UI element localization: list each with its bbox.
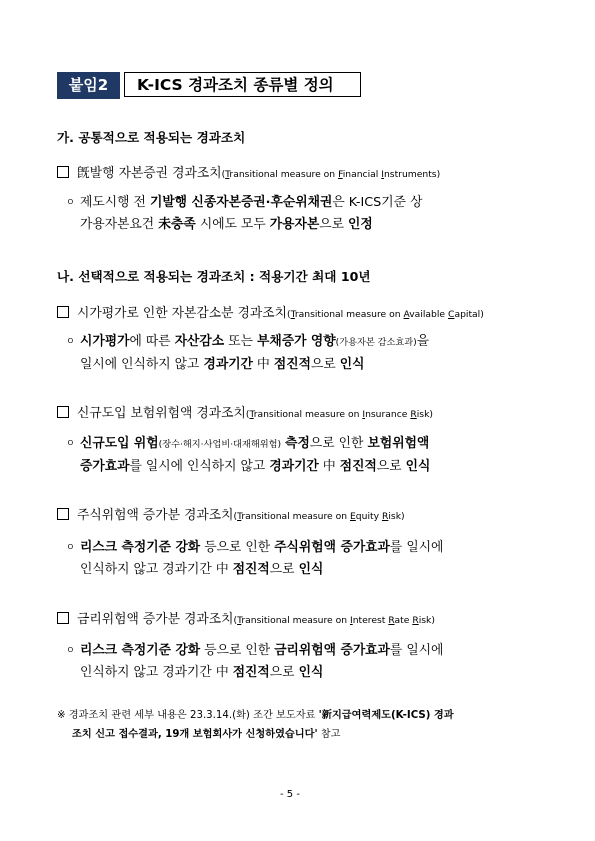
circle-bullet-icon: ㅇ [66, 198, 75, 208]
item-financial-instruments [57, 162, 440, 181]
item-equity-risk [57, 504, 405, 523]
bullet-line-2: 증가효과를 일시에 인식하지 않고 경과기간 中 점진적으로 인식 [80, 459, 431, 474]
bullet-line-1: 리스크 측정기준 강화 등으로 인한 주식위험액 증가효과를 일시에 [80, 540, 444, 555]
item-insurance-risk [57, 402, 433, 421]
bullet-line-2: 일시에 인식하지 않고 경과기간 中 점진적으로 인식 [80, 357, 365, 372]
page-title: K-ICS 경과조치 종류별 정의 [124, 72, 361, 97]
attachment-tag: 붙임2 [57, 72, 120, 99]
square-bullet-icon [57, 166, 69, 178]
page-number: - 5 - [280, 789, 300, 800]
item-label: 주식위험액 증가분 경과조치 [77, 508, 234, 523]
item-label: 旣발행 자본증권 경과조치 [77, 166, 222, 181]
item-english: (Transitional measure on Insurance Risk) [245, 409, 433, 420]
item-interest-rate-risk [57, 608, 435, 627]
circle-bullet-icon: ㅇ [66, 337, 75, 347]
section-a-heading: 가. 공통적으로 적용되는 경과조치 [57, 130, 246, 145]
section-b-heading: 나. 선택적으로 적용되는 경과조치 : 적용기간 최대 10년 [57, 269, 371, 284]
bullet-equity-risk [66, 537, 443, 581]
bullet-insurance-risk [66, 433, 430, 478]
item-label: 금리위험액 증가분 경과조치 [77, 612, 234, 627]
square-bullet-icon [57, 406, 69, 418]
bullet-line-1: 시가평가에 따른 자산감소 또는 부채증가 영향(가용자본 감소효과)을 [80, 334, 430, 349]
square-bullet-icon [57, 306, 69, 318]
item-english: (Transitional measure on Financial Instruments) [221, 169, 441, 180]
item-label: 시가평가로 인한 자본감소분 경과조치 [77, 306, 287, 321]
bullet-available-capital [66, 331, 429, 376]
bullet-line-1: 제도시행 전 기발행 신종자본증권·후순위채권은 K-ICS기준 상 [80, 195, 423, 210]
item-available-capital [57, 302, 484, 321]
item-english: (Transitional measure on Available Capital) [287, 309, 484, 320]
bullet-line-2: 인식하지 않고 경과기간 中 점진적으로 인식 [80, 562, 324, 577]
footnote [57, 706, 454, 744]
square-bullet-icon [57, 612, 69, 624]
bullet-line-1: 신규도입 위험(장수·해지·사업비·대재해위험) 측정으로 인한 보험위험액 [80, 436, 430, 451]
circle-bullet-icon: ㅇ [66, 543, 75, 553]
bullet-interest-rate-risk [66, 640, 443, 684]
footnote-line-2: 조치 신고 접수결과, 19개 보험회사가 신청하였습니다' 참고 [72, 729, 341, 740]
circle-bullet-icon: ㅇ [66, 646, 75, 656]
footnote-line-1: ※ 경과조치 관련 세부 내용은 23.3.14.(화) 조간 보도자료 '新지급여력제도(K-ICS) 경과 [57, 710, 454, 721]
square-bullet-icon [57, 508, 69, 520]
item-english: (Transitional measure on Equity Risk) [233, 511, 405, 522]
circle-bullet-icon: ㅇ [66, 439, 75, 449]
item-label: 신규도입 보험위험액 경과조치 [77, 406, 246, 421]
bullet-line-1: 리스크 측정기준 강화 등으로 인한 금리위험액 증가효과를 일시에 [80, 643, 444, 658]
item-english: (Transitional measure on Interest Rate Risk) [233, 615, 435, 626]
bullet-financial-instruments [66, 192, 422, 236]
bullet-line-2: 인식하지 않고 경과기간 中 점진적으로 인식 [80, 665, 324, 680]
bullet-line-2: 가용자본요건 未충족 시에도 모두 가용자본으로 인정 [80, 217, 373, 232]
